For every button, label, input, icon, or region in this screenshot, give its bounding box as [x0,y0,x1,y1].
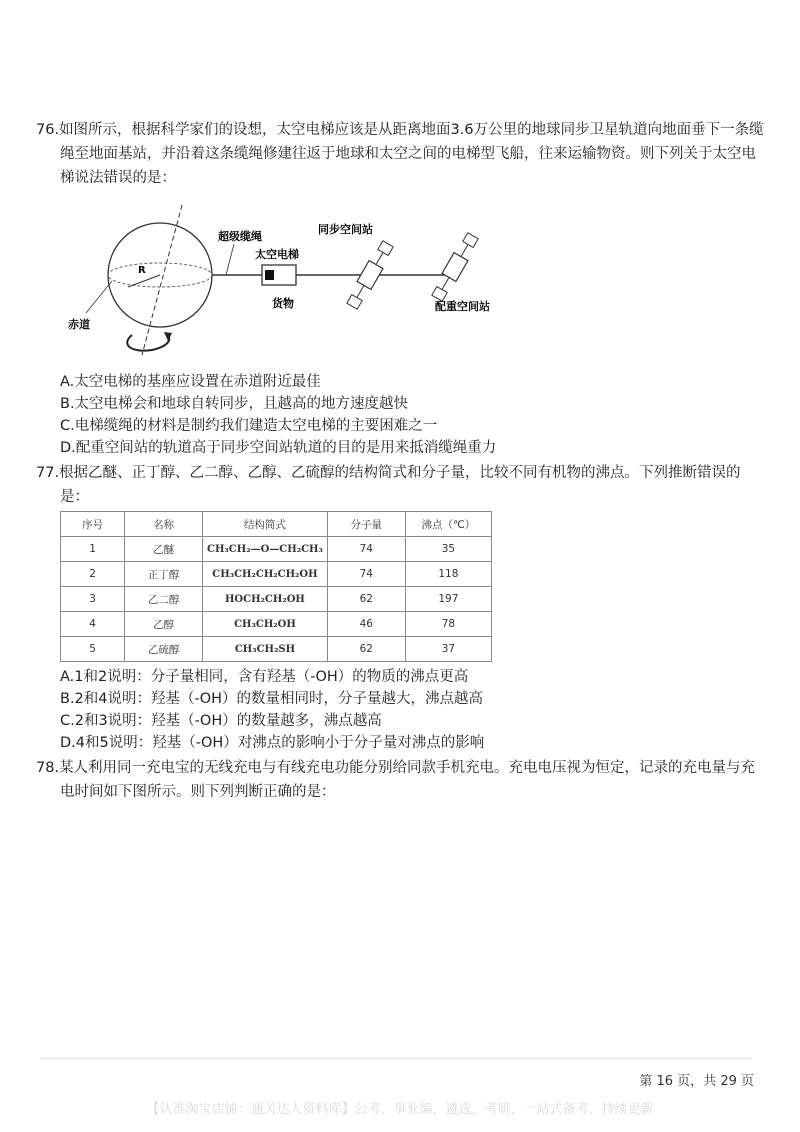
table-cell: 1 [61,537,125,562]
table-cell: 正丁醇 [125,562,203,587]
rotation-arrow-icon [127,335,169,351]
question-text: 绳至地面基站，并沿着这条缆绳修建往返于地球和太空之间的电梯型飞船，往来运输物资。则下列关于太空电 [60,146,756,162]
table-row [61,537,492,562]
cable-pointer [226,244,234,275]
watermark-text: 【认准淘宝店铺：通关达人资料库】公考，事业编，遴选，考研，一站式备考，持续更新 [146,1102,654,1117]
elevator-label: 太空电梯 [255,248,299,261]
table-cell: 78 [405,612,491,637]
table-cell: 乙二醇 [125,587,203,612]
page-number: 第 16 页，共 29 页 [639,1074,754,1089]
q76-option-c: C.电梯缆绳的材料是制约我们建造太空电梯的主要困难之一 [60,418,438,434]
table-cell: 5 [61,637,125,662]
question-number: 76. [36,122,60,138]
table-cell: CH₃CH₂SH [203,637,328,662]
question-text: 某人利用同一充电宝的无线充电与有线充电功能分别给同款手机充电。充电电压视为恒定，记录的充电量与充 [59,760,756,776]
cargo-label: 货物 [272,297,294,310]
table-header: 分子量 [327,512,405,537]
sync-station-label: 同步空间站 [318,223,373,236]
table-row [61,562,492,587]
table-header: 结构简式 [203,512,328,537]
q77-option-d: D.4和5说明：羟基（-OH）对沸点的影响小于分子量对沸点的影响 [60,735,485,751]
table-row [61,612,492,637]
question-number: 78. [36,760,60,776]
question-number: 77. [36,465,60,481]
table-header-row [61,512,492,537]
question-text: 根据乙醚、正丁醇、乙二醇、乙醇、乙硫醇的结构简式和分子量，比较不同有机物的沸点。下列推断错误的 [59,465,741,481]
q76-option-a: A.太空电梯的基座应设置在赤道附近最佳 [60,374,321,390]
table-header: 序号 [61,512,125,537]
footer-divider [40,1058,752,1059]
table-cell: 46 [327,612,405,637]
counterweight-label: 配重空间站 [435,300,490,313]
question-76 [36,118,766,190]
space-elevator-diagram [60,195,520,365]
q76-option-d: D.配重空间站的轨道高于同步空间站轨道的目的是用来抵消缆绳重力 [60,440,497,456]
table-cell: 62 [327,637,405,662]
q77-option-a: A.1和2说明：分子量相同，含有羟基（-OH）的物质的沸点更高 [60,669,469,685]
table-cell: 74 [327,562,405,587]
table-cell: 118 [405,562,491,587]
cable-label: 超级缆绳 [218,230,262,243]
table-cell: 37 [405,637,491,662]
radius-label: R [138,265,146,276]
boiling-point-table [60,511,492,662]
table-row [61,637,492,662]
cargo-block [265,270,274,280]
radius-line [128,275,160,287]
table-cell: 乙醇 [125,612,203,637]
table-cell: 197 [405,587,491,612]
q77-option-c: C.2和3说明：羟基（-OH）的数量越多，沸点越高 [60,713,382,729]
table-cell: 35 [405,537,491,562]
table-cell: CH₃CH₂OH [203,612,328,637]
table-cell: CH₃CH₂—O—CH₂CH₃ [203,537,328,562]
question-text: 梯说法错误的是： [60,170,176,186]
table-cell: 乙硫醇 [125,637,203,662]
q77-option-b: B.2和4说明：羟基（-OH）的数量相同时，分子量越大，沸点越高 [60,691,484,707]
equator-pointer [86,281,112,313]
table-cell: HOCH₂CH₂OH [203,587,328,612]
rotation-arrowhead-icon [164,332,172,341]
q76-option-b: B.太空电梯会和地球自转同步，且越高的地方速度越快 [60,396,409,412]
equator-label: 赤道 [68,318,90,331]
table-cell: 74 [327,537,405,562]
question-77 [36,461,766,509]
table-cell: 4 [61,612,125,637]
question-text: 是： [60,489,89,505]
counterweight-station-icon [430,232,480,302]
table-row [61,587,492,612]
table-cell: CH₃CH₂CH₂CH₂OH [203,562,328,587]
table-cell: 2 [61,562,125,587]
question-text: 电时间如下图所示。则下列判断正确的是： [60,784,336,800]
question-text: 如图所示，根据科学家们的设想，太空电梯应该是从距离地面3.6万公里的地球同步卫星轨道向地面垂下一条缆 [59,122,764,138]
table-cell: 乙醚 [125,537,203,562]
table-cell: 3 [61,587,125,612]
table-header: 沸点（℃） [405,512,491,537]
question-78 [36,756,766,804]
table-header: 名称 [125,512,203,537]
table-cell: 62 [327,587,405,612]
